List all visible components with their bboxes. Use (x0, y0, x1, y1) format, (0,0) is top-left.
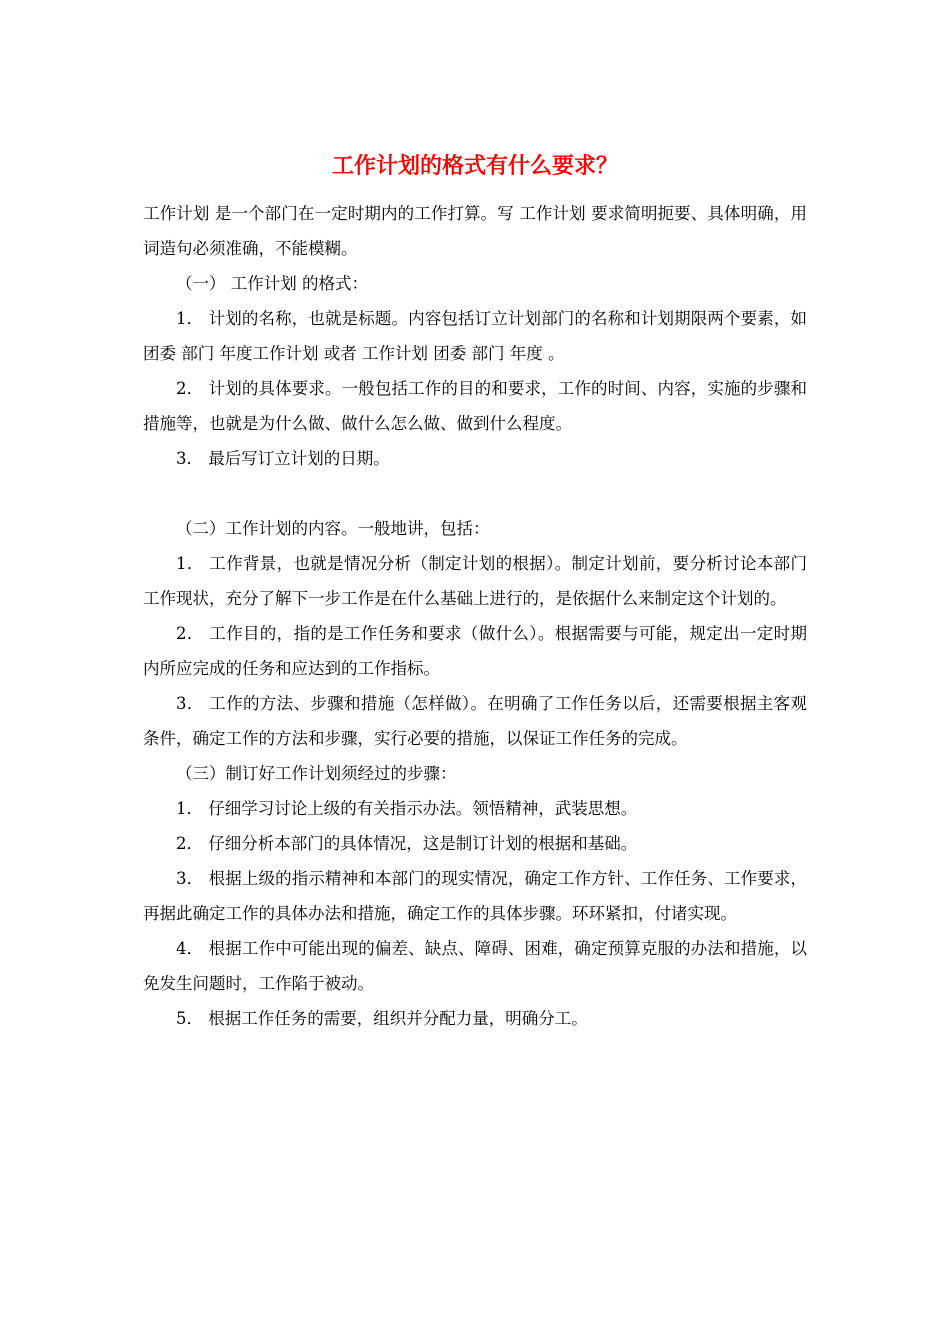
section1-item-1: 1． 计划的名称，也就是标题。内容包括订立计划部门的名称和计划期限两个要素，如 团委 部门 年度工作计划 或者 工作计划 团委 部门 年度 。 (143, 309, 807, 363)
section1-item-3: 3． 最后写订立计划的日期。 (176, 449, 390, 468)
section3-heading: （三）制订好工作计划须经过的步骤： (176, 764, 457, 783)
section3-item-3: 3． 根据上级的指示精神和本部门的现实情况，确定工作方针、工作任务、工作要求，再据此确定工作的具体办法和措施，确定工作的具体步骤。环环紧扣，付诸实现。 (143, 869, 807, 923)
section2-heading: （二）工作计划的内容。一般地讲，包括： (176, 519, 490, 538)
section2-item-1: 1． 工作背景，也就是情况分析（制定计划的根据）。制定计划前，要分析讨论本部门工作现状，充分了解下一步工作是在什么基础上进行的，是依据什么来制定这个计划的。 (143, 554, 807, 608)
section1-item-2: 2． 计划的具体要求。一般包括工作的目的和要求，工作的时间、内容，实施的步骤和措施等，也就是为什么做、做什么怎么做、做到什么程度。 (143, 379, 807, 433)
section2-item-3: 3． 工作的方法、步骤和措施（怎样做）。在明确了工作任务以后，还需要根据主客观条件，确定工作的方法和步骤，实行必要的措施，以保证工作任务的完成。 (143, 694, 807, 748)
section1-heading: （一） 工作计划 的格式： (176, 274, 368, 293)
section3-item-1: 1． 仔细学习讨论上级的有关指示办法。领悟精神，武装思想。 (176, 799, 638, 818)
section2-item-2: 2． 工作目的，指的是工作任务和要求（做什么）。根据需要与可能，规定出一定时期内所应完成的任务和应达到的工作指标。 (143, 624, 807, 678)
document-body (143, 196, 807, 1036)
section3-item-5: 5． 根据工作任务的需要，组织并分配力量，明确分工。 (176, 1009, 588, 1028)
section3-item-4: 4． 根据工作中可能出现的偏差、缺点、障碍、困难，确定预算克服的办法和措施，以免发生问题时，工作陷于被动。 (143, 939, 807, 993)
paragraph-spacer (143, 476, 807, 511)
section3-item-2: 2． 仔细分析本部门的具体情况，这是制订计划的根据和基础。 (176, 834, 638, 853)
intro-paragraph: 工作计划 是一个部门在一定时期内的工作打算。写 工作计划 要求简明扼要、具体明确，用词造句必须准确，不能模糊。 (143, 204, 807, 258)
document-title: 工作计划的格式有什么要求？ (331, 153, 618, 179)
